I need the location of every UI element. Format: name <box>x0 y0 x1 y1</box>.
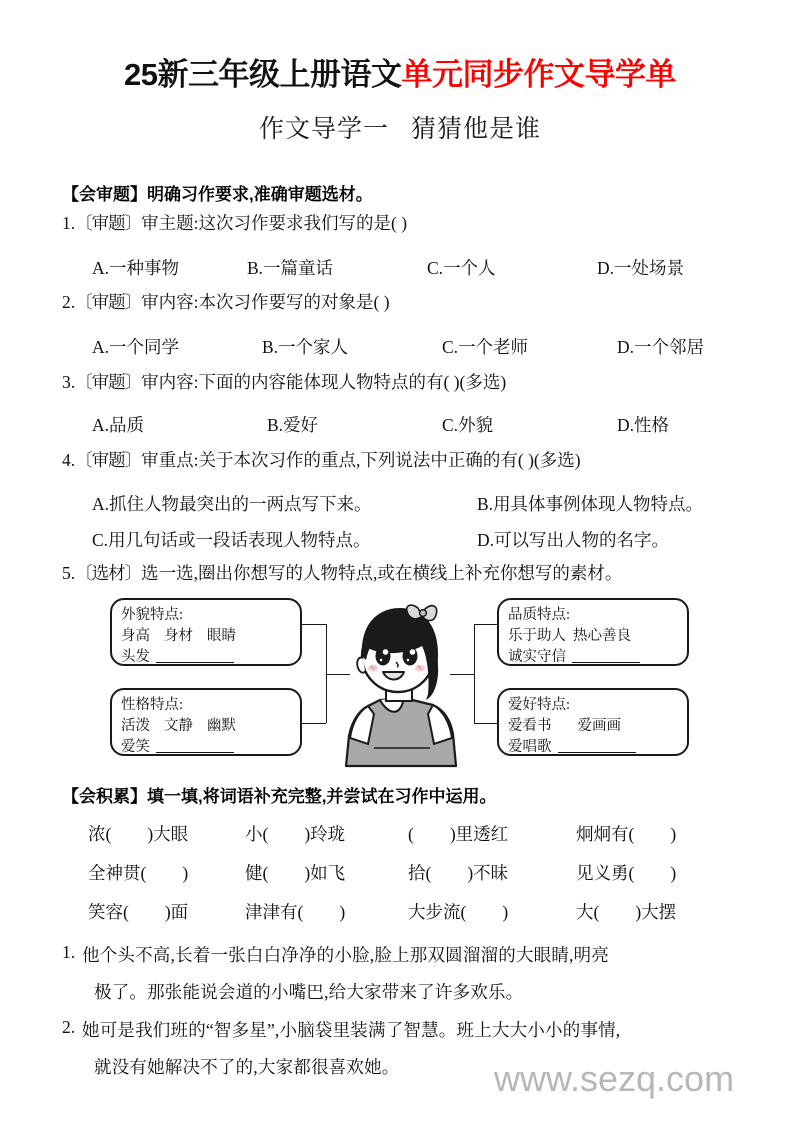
option-2b[interactable] <box>262 334 442 359</box>
question-1-text: 审主题:这次习作要求我们写的是( ) <box>141 213 408 233</box>
option-4a[interactable] <box>92 491 477 516</box>
question-1-number: 1. <box>62 213 76 233</box>
option-2a-text: 一个同学 <box>109 337 180 357</box>
trait-box-hobby-row2 <box>508 737 678 758</box>
question-2-stem <box>62 292 390 313</box>
idiom-3-2[interactable]: 津津有( ) <box>245 902 346 922</box>
option-2a-key: A. <box>92 337 110 357</box>
trait-box-personality-title: 性格特点: <box>121 697 184 713</box>
question-5-tag: 〔选材〕 <box>75 563 142 583</box>
section-header-shenti: 【会审题】明确习作要求,准确审题选材。 <box>62 185 373 204</box>
idiom-row-3 <box>88 899 676 924</box>
idiom-2-4[interactable]: 见义勇( ) <box>576 863 677 883</box>
question-2-options <box>92 334 704 359</box>
idiom-3-1[interactable]: 笑容( )面 <box>88 902 189 922</box>
option-1d[interactable] <box>597 255 684 280</box>
option-4c-text: 用几句话或一段话表现人物特点。 <box>108 530 371 550</box>
question-3-number: 3. <box>62 372 76 392</box>
option-2d-key: D. <box>617 337 635 357</box>
idiom-row-1 <box>88 821 676 846</box>
option-3a-key: A. <box>92 415 110 435</box>
trait-personality-item-4[interactable]: 爱笑 <box>121 739 150 756</box>
example-1-line-1: 他个头不高,长着一张白白净净的小脸,脸上那双圆溜溜的大眼睛,明亮 <box>82 945 610 965</box>
option-4b-key: B. <box>477 494 494 514</box>
idiom-2-2[interactable]: 健( )如飞 <box>245 863 346 883</box>
trait-quality-item-3[interactable]: 诚实守信 <box>508 649 566 666</box>
trait-box-quality-row2 <box>508 647 678 668</box>
idiom-3-4[interactable]: 大( )大摆 <box>576 902 677 922</box>
trait-box-appearance-row2 <box>121 647 291 668</box>
question-4-stem <box>62 450 581 471</box>
option-3b-text: 爱好 <box>283 415 319 435</box>
option-3a-text: 品质 <box>109 415 145 435</box>
option-4d-text: 可以写出人物的名字。 <box>494 530 670 550</box>
idiom-2-3[interactable]: 拾( )不昧 <box>408 863 509 883</box>
option-2c[interactable] <box>442 334 617 359</box>
question-4-options-row2 <box>92 527 669 552</box>
question-3-options <box>92 412 669 437</box>
question-3-tag: 〔审题〕 <box>75 372 142 392</box>
example-1-line-2: 极了。那张能说会道的小嘴巴,给大家带来了许多欢乐。 <box>94 982 524 1002</box>
option-4d-key: D. <box>477 530 495 550</box>
question-4-number: 4. <box>62 450 76 470</box>
question-4-text: 审重点:关于本次习作的重点,下列说法中正确的有( )(多选) <box>141 450 581 470</box>
question-3-stem <box>62 372 506 393</box>
trait-box-personality[interactable] <box>110 688 302 756</box>
example-1-number: 1. <box>62 942 76 962</box>
option-1c-key: C. <box>427 258 444 278</box>
trait-appearance-item-3[interactable]: 眼睛 <box>207 628 236 645</box>
option-2d-text: 一个邻居 <box>634 337 705 357</box>
page-title <box>0 0 800 93</box>
connector-right <box>458 592 500 782</box>
question-1-options <box>92 255 684 280</box>
page-subtitle <box>0 93 800 145</box>
option-4c[interactable] <box>92 527 477 552</box>
trait-appearance-item-4[interactable]: 头发 <box>121 649 150 666</box>
trait-box-appearance-row1 <box>121 626 291 647</box>
trait-appearance-item-1[interactable]: 身高 <box>121 628 150 645</box>
option-4c-key: C. <box>92 530 109 550</box>
trait-box-appearance[interactable] <box>110 598 302 666</box>
trait-box-quality-row1 <box>508 626 678 647</box>
question-3-text: 审内容:下面的内容能体现人物特点的有( )(多选) <box>141 372 507 392</box>
option-1a[interactable] <box>92 255 247 280</box>
option-4b[interactable] <box>477 491 703 516</box>
trait-appearance-item-2[interactable]: 身材 <box>164 628 193 645</box>
option-2b-text: 一个家人 <box>278 337 349 357</box>
trait-box-hobby[interactable] <box>497 688 689 756</box>
trait-personality-blank[interactable] <box>156 752 234 753</box>
trait-quality-item-2[interactable]: 热心善良 <box>573 628 631 645</box>
option-2c-key: C. <box>442 337 459 357</box>
option-4a-text: 抓住人物最突出的一两点写下来。 <box>109 494 372 514</box>
question-4-options-row1 <box>92 491 703 516</box>
option-3c[interactable] <box>442 412 617 437</box>
option-1b-text: 一篇童话 <box>263 258 334 278</box>
option-4a-key: A. <box>92 494 110 514</box>
trait-box-appearance-title: 外貌特点: <box>121 607 184 623</box>
option-3d[interactable] <box>617 412 669 437</box>
trait-appearance-blank[interactable] <box>156 662 234 663</box>
option-1c-text: 一个人 <box>443 258 496 278</box>
option-1c[interactable] <box>427 255 597 280</box>
trait-box-personality-row2 <box>121 737 291 758</box>
option-4d[interactable] <box>477 527 669 552</box>
page-title-red-part: 单元同步作文导学单 <box>401 57 676 92</box>
idiom-1-3[interactable]: ( )里透红 <box>408 824 509 844</box>
trait-box-personality-row1 <box>121 716 291 737</box>
idiom-1-4[interactable]: 炯炯有( ) <box>576 824 677 844</box>
subtitle-topic-label: 猜猜他是谁 <box>411 115 542 143</box>
question-2-number: 2. <box>62 292 76 312</box>
cartoon-girl-illustration <box>338 598 464 770</box>
idiom-1-2[interactable]: 小( )玲珑 <box>245 824 346 844</box>
option-1a-key: A. <box>92 258 110 278</box>
option-3d-text: 性格 <box>634 415 670 435</box>
option-3b[interactable] <box>267 412 442 437</box>
option-2b-key: B. <box>262 337 279 357</box>
section-header-jilei: 【会积累】填一填,将词语补充完整,并尝试在习作中运用。 <box>62 787 497 806</box>
idiom-2-1[interactable]: 全神贯( ) <box>88 863 189 883</box>
option-1d-text: 一处场景 <box>614 258 685 278</box>
option-1b[interactable] <box>247 255 427 280</box>
example-2-line-1: 她可是我们班的“智多星”,小脑袋里装满了智慧。班上大大小小的事情, <box>82 1020 621 1040</box>
trait-quality-item-1[interactable]: 乐于助人 <box>508 628 566 645</box>
subtitle-unit-label: 作文导学一 <box>258 115 389 143</box>
trait-box-hobby-row1 <box>508 716 678 737</box>
trait-hobby-item-3[interactable]: 爱唱歌 <box>508 739 552 756</box>
trait-box-quality-title: 品质特点: <box>508 607 571 623</box>
option-1b-key: B. <box>247 258 264 278</box>
question-5-text: 选一选,圈出你想写的人物特点,或在横线上补充你想写的素材。 <box>141 563 623 583</box>
question-5-number: 5. <box>62 563 76 583</box>
trait-personality-item-3[interactable]: 幽默 <box>207 718 236 735</box>
question-2-text: 审内容:本次习作要写的对象是( ) <box>141 292 390 312</box>
trait-hobby-blank[interactable] <box>558 752 636 753</box>
trait-hobby-item-2[interactable]: 爱画画 <box>577 718 621 735</box>
option-2d[interactable] <box>617 334 704 359</box>
trait-box-hobby-title: 爱好特点: <box>508 697 571 713</box>
example-2-number: 2. <box>62 1017 76 1037</box>
option-3d-key: D. <box>617 415 635 435</box>
trait-box-quality[interactable] <box>497 598 689 666</box>
page-title-black-part: 25新三年级上册语文 <box>124 57 402 92</box>
idiom-row-2 <box>88 860 676 885</box>
idiom-3-3[interactable]: 大步流( ) <box>408 902 509 922</box>
option-4b-text: 用具体事例体现人物特点。 <box>493 494 704 514</box>
question-2-tag: 〔审题〕 <box>75 292 142 312</box>
question-4-tag: 〔审题〕 <box>75 450 142 470</box>
question-1-tag: 〔审题〕 <box>75 213 142 233</box>
connector-left <box>302 592 342 782</box>
question-5-stem <box>62 563 622 584</box>
option-3b-key: B. <box>267 415 284 435</box>
option-3a[interactable] <box>92 412 267 437</box>
idiom-1-1[interactable]: 浓( )大眼 <box>88 824 189 844</box>
question-1-stem <box>62 213 407 234</box>
trait-hobby-item-1[interactable]: 爱看书 <box>508 718 552 735</box>
example-2-line-2: 就没有她解决不了的,大家都很喜欢她。 <box>94 1057 400 1077</box>
option-1d-key: D. <box>597 258 615 278</box>
option-2a[interactable] <box>92 334 262 359</box>
site-watermark: www.sezq.com <box>494 1058 735 1099</box>
trait-personality-item-2[interactable]: 文静 <box>164 718 193 735</box>
trait-quality-blank[interactable] <box>572 662 640 663</box>
option-2c-text: 一个老师 <box>458 337 529 357</box>
trait-personality-item-1[interactable]: 活泼 <box>121 718 150 735</box>
option-1a-text: 一种事物 <box>109 258 180 278</box>
option-3c-text: 外貌 <box>458 415 494 435</box>
option-3c-key: C. <box>442 415 459 435</box>
